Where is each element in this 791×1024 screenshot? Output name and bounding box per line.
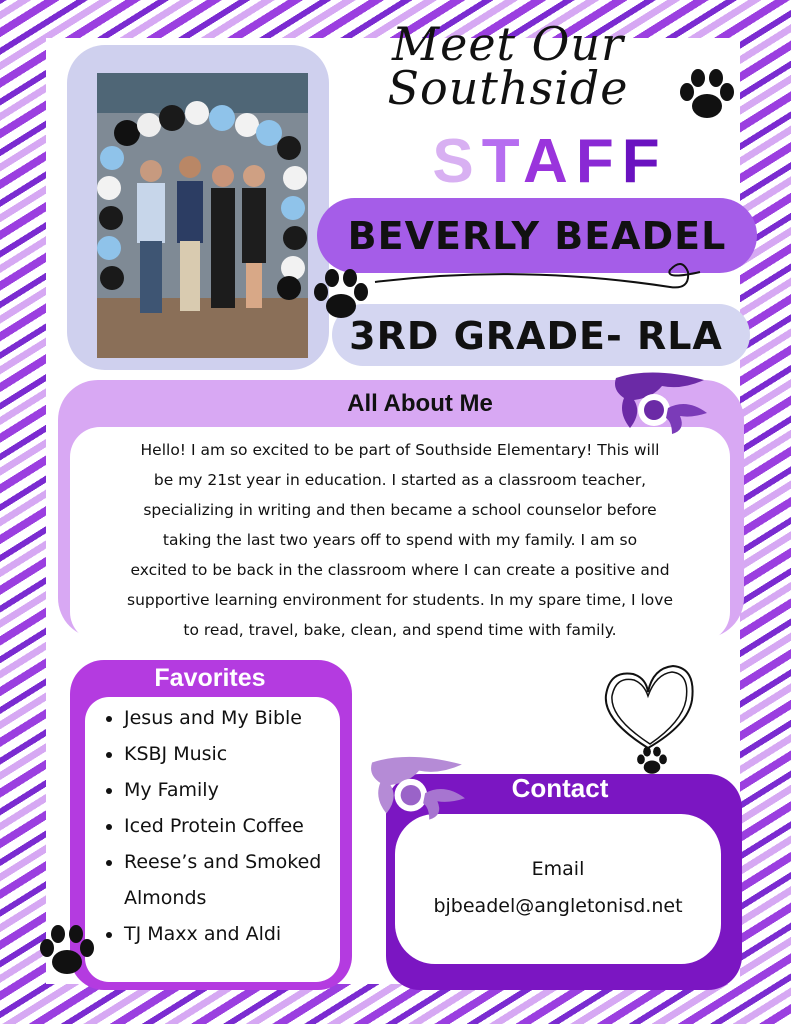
list-item: • KSBJ Music	[124, 736, 364, 772]
about-line: to read, travel, bake, clean, and spend time with family.	[183, 621, 617, 639]
about-heading: All About Me	[347, 390, 493, 417]
about-line: excited to be back in the classroom where I can create a positive and	[130, 561, 670, 579]
list-item: • Iced Protein Coffee	[124, 808, 364, 844]
contact-heading: Contact	[511, 773, 609, 803]
paw-print-icon	[676, 66, 738, 124]
page-title	[328, 17, 688, 115]
favorites-list	[100, 700, 364, 952]
contact-email[interactable]: bjbeadel@angletonisd.net	[433, 895, 683, 917]
title-line-2: Southside	[387, 61, 629, 115]
about-text	[70, 435, 730, 645]
list-item: • TJ Maxx and Aldi	[124, 916, 364, 952]
contact-label: Email	[531, 858, 585, 880]
title-line-1: Meet Our	[392, 17, 624, 71]
staff-name: BEVERLY BEADEL	[347, 214, 727, 258]
favorites-heading: Favorites	[154, 664, 266, 692]
list-item: • My Family	[124, 772, 364, 808]
title-staff: STAFF	[432, 127, 668, 196]
contact-panel	[395, 814, 721, 964]
paw-print-icon	[36, 922, 98, 980]
staff-role: 3RD GRADE- RLA	[349, 314, 723, 358]
about-line: specializing in writing and then became a school counselor before	[143, 501, 657, 519]
paw-print-icon	[310, 266, 372, 324]
about-line: taking the last two years off to spend with my family. I am so	[162, 531, 638, 549]
underline-swash	[370, 252, 710, 292]
staff-photo	[97, 73, 308, 358]
list-item: • Reese’s and Smoked Almonds	[124, 844, 364, 916]
wildcat-logo-icon	[612, 368, 710, 438]
about-line: Hello! I am so excited to be part of Southside Elementary! This will	[140, 441, 660, 459]
about-line: supportive learning environment for students. In my spare time, I love	[127, 591, 673, 609]
wildcat-logo-icon	[368, 752, 468, 824]
about-line: be my 21st year in education. I started as a classroom teacher,	[153, 471, 647, 489]
list-item: • Jesus and My Bible	[124, 700, 364, 736]
